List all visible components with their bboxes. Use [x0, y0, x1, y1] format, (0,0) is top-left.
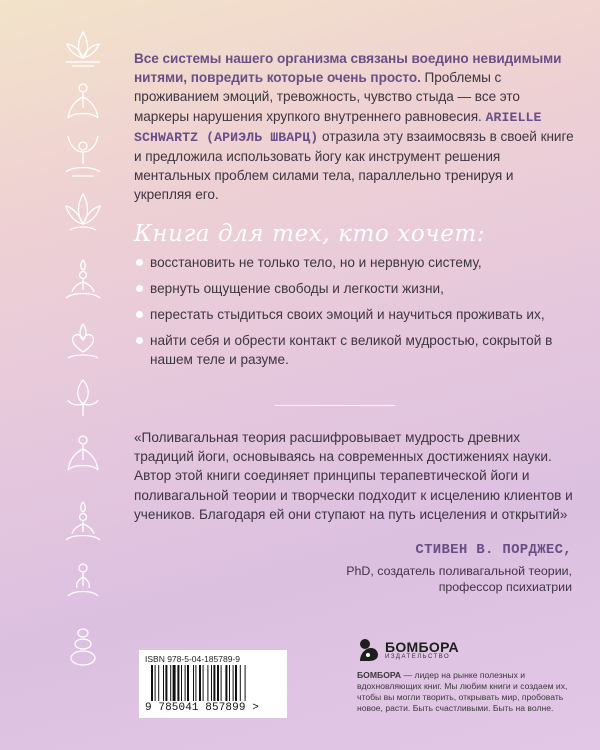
bullet-dot-icon: [136, 311, 143, 318]
barcode-bar: [177, 665, 179, 701]
audience-list: [134, 253, 574, 370]
heart-lotus-icon: [60, 318, 106, 368]
intro-paragraph: [134, 49, 574, 205]
barcode-bar: [233, 665, 234, 701]
barcode-bar: [213, 665, 215, 701]
list-item: восстановить не только тело, но и нервную систему,: [134, 253, 574, 272]
main-content: [134, 49, 574, 377]
barcode-bar: [199, 665, 201, 701]
bullet-dot-icon: [136, 259, 143, 266]
lotus-bud-icon: [60, 374, 106, 424]
barcode-bar: [207, 665, 208, 701]
seated-figure-icon: [60, 256, 106, 306]
signature-role-1: PhD, создатель поливагальной теории,: [346, 564, 572, 578]
barcode-number: 9 785041 857899 >: [145, 702, 259, 714]
signature-role-2: профессор психиатрии: [438, 580, 572, 594]
isbn-label: ISBN 978-5-04-185789-9: [145, 654, 240, 664]
meditation-figure-icon: [60, 432, 106, 482]
stacked-stones-icon: [60, 623, 106, 673]
barcode-bar: [151, 665, 153, 701]
barcode-bar: [221, 665, 222, 701]
audience-heading: Книга для тех, кто хочет:: [134, 220, 486, 247]
barcode-bar: [185, 665, 186, 701]
barcode-bar: [165, 665, 167, 701]
quote-signature: [272, 542, 572, 595]
barcode-bar: [203, 665, 204, 701]
barcode-bar: [240, 665, 241, 701]
barcode-bar: [187, 665, 189, 701]
publisher-sub: ИЗДАТЕЛЬСТВО: [385, 654, 451, 660]
publisher-block: [357, 637, 587, 714]
list-item: найти себя и обрести контакт с великой мудростью, сокрытой в нашем теле и разуме.: [134, 331, 574, 369]
barcode-bar: [193, 665, 194, 701]
lotus-flower-icon: [60, 188, 106, 238]
review-quote: «Поливагальная теория расшифровывает мудрость древних традиций йоги, основываясь на современных достижениях науки. Автор этой книги соединяет принципы терапевтической йоги и поливагальной теории и творчески подходит к исцелению клиентов и учеников. Благодаря ей они ступают на путь исцеления и открытий»: [134, 430, 573, 522]
publisher-logo: [357, 637, 587, 663]
barcode-bar: [225, 665, 227, 701]
decorative-icon-column: [60, 28, 106, 728]
barcode-bar: [155, 665, 156, 701]
barcode: [139, 650, 287, 718]
intro-text-2: отразила эту взаимосвязь в своей книге и предложила использовать йогу как инструмент решения ментальных проблем силами тела, параллельно тренируя и укрепляя его.: [134, 128, 574, 203]
publisher-name: БОМБОРА: [385, 639, 459, 655]
list-item: вернуть ощущение свободы и легкости жизни,: [134, 279, 574, 298]
author-name: ARIELLE SCHWARTZ (АРИЭЛЬ ШВАРЦ): [134, 109, 542, 145]
intro-lead: Все системы нашего организма связаны воедино невидимыми нитями, повредить которые очень просто.: [134, 51, 562, 86]
meditation-figure-icon: [60, 80, 106, 130]
barcode-bar: [173, 665, 176, 701]
bullet-dot-icon: [136, 285, 143, 292]
seated-figure-icon: [60, 558, 106, 608]
list-item: перестать стыдиться своих эмоций и научиться проживать их,: [134, 305, 574, 324]
section-divider: [275, 405, 395, 406]
barcode-bar: [245, 665, 246, 701]
signature-name: СТИВЕН В. ПОРДЖЕС,: [415, 542, 572, 558]
bullet-dot-icon: [136, 337, 143, 344]
barcode-bar: [163, 665, 164, 701]
raised-arms-figure-icon: [60, 132, 106, 182]
bombora-logo-icon: [357, 637, 381, 663]
barcode-bar: [229, 665, 230, 701]
publisher-description: БОМБОРА — лидер на рынке полезных и вдохновляющих книг. Мы любим книги и создаем их, чтобы вы могли творить, открывать мир, пробовать новое, расти. Быть счастливыми. Быть на волне.: [357, 670, 568, 713]
barcode-bar: [195, 665, 196, 701]
seated-figure-icon: [60, 498, 106, 548]
barcode-bar: [235, 665, 237, 701]
barcode-bar: [181, 665, 182, 701]
intro-text-1: Проблемы с проживанием эмоций, тревожность, чувство стыда — все это маркеры нарушения хрупкого внутреннего равновесия.: [134, 70, 520, 124]
barcode-bar: [211, 665, 212, 701]
barcode-bar: [158, 665, 159, 701]
barcode-bar: [217, 665, 219, 701]
lotus-flame-icon: [60, 28, 106, 78]
barcode-bar: [170, 665, 171, 701]
barcode-bars: [151, 665, 275, 701]
